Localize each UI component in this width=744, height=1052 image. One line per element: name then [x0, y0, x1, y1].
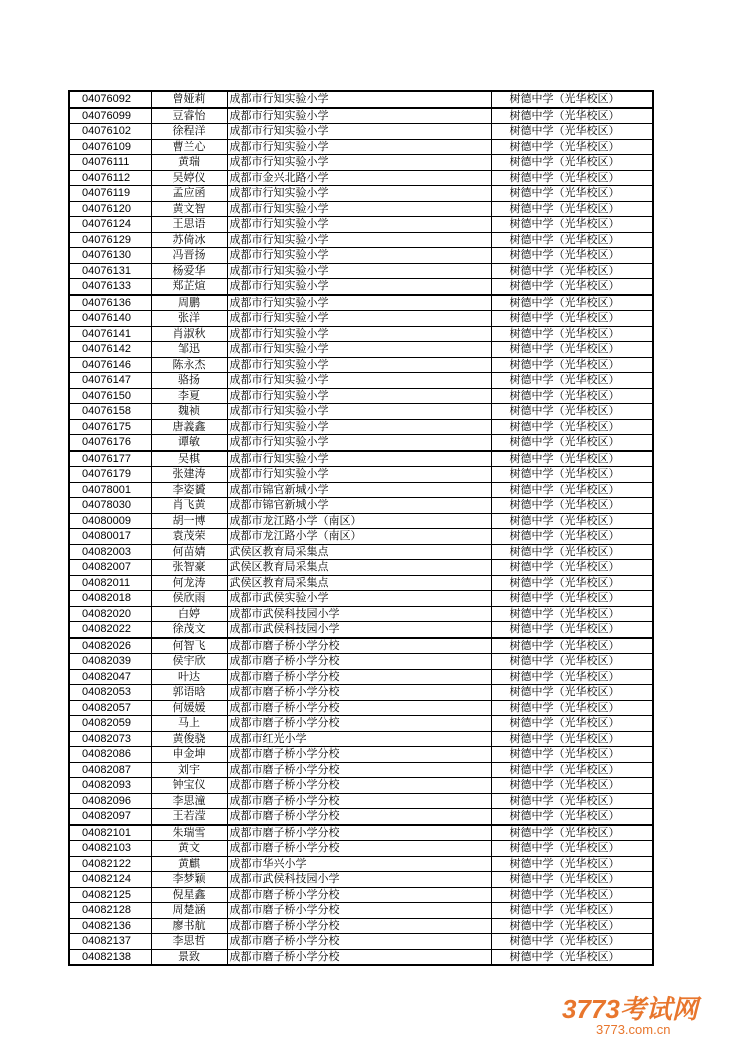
student-name-cell: 杨爱华 — [151, 263, 227, 279]
primary-school-cell: 成都市磨子桥小学分校 — [227, 793, 491, 809]
primary-school-cell: 成都市行知实验小学 — [227, 435, 491, 451]
student-name-cell: 曹兰心 — [151, 139, 227, 155]
table-row — [69, 606, 653, 622]
admitted-school-cell: 树德中学（光华校区） — [491, 918, 653, 934]
table-row — [69, 918, 653, 934]
admitted-school-cell: 树德中学（光华校区） — [491, 482, 653, 498]
candidate-id-cell: 04076179 — [69, 467, 151, 483]
student-name-cell: 黄瑞 — [151, 155, 227, 171]
table-row — [69, 155, 653, 171]
admitted-school-cell: 树德中学（光华校区） — [491, 544, 653, 560]
table-row — [69, 560, 653, 576]
student-name-cell: 钟宝仪 — [151, 778, 227, 794]
table-row — [69, 825, 653, 841]
admitted-school-cell: 树德中学（光华校区） — [491, 685, 653, 701]
admitted-school-cell: 树德中学（光华校区） — [491, 856, 653, 872]
table-row — [69, 419, 653, 435]
primary-school-cell: 成都市磨子桥小学分校 — [227, 638, 491, 654]
primary-school-cell: 成都市行知实验小学 — [227, 451, 491, 467]
student-name-cell: 倪星鑫 — [151, 887, 227, 903]
table-row — [69, 903, 653, 919]
primary-school-cell: 成都市行知实验小学 — [227, 419, 491, 435]
student-name-cell: 王思语 — [151, 217, 227, 233]
candidate-id-cell: 04082047 — [69, 669, 151, 685]
admitted-school-cell: 树德中学（光华校区） — [491, 793, 653, 809]
admitted-school-cell: 树德中学（光华校区） — [491, 529, 653, 545]
student-name-cell: 徐程洋 — [151, 124, 227, 140]
admitted-school-cell: 树德中学（光华校区） — [491, 91, 653, 108]
candidate-id-cell: 04076133 — [69, 279, 151, 295]
student-name-cell: 黄俊骁 — [151, 731, 227, 747]
table-row — [69, 731, 653, 747]
table-row — [69, 388, 653, 404]
primary-school-cell: 成都市行知实验小学 — [227, 263, 491, 279]
candidate-id-cell: 04076147 — [69, 373, 151, 389]
table-row — [69, 248, 653, 264]
primary-school-cell: 成都市金兴北路小学 — [227, 170, 491, 186]
admitted-school-cell: 树德中学（光华校区） — [491, 934, 653, 950]
candidate-id-cell: 04082128 — [69, 903, 151, 919]
primary-school-cell: 成都市磨子桥小学分校 — [227, 825, 491, 841]
admitted-school-cell: 树德中学（光华校区） — [491, 311, 653, 327]
table-row — [69, 841, 653, 857]
table-row — [69, 326, 653, 342]
table-row — [69, 91, 653, 108]
candidate-id-cell: 04076124 — [69, 217, 151, 233]
student-name-cell: 黄文 — [151, 841, 227, 857]
primary-school-cell: 成都市行知实验小学 — [227, 404, 491, 420]
table-row — [69, 435, 653, 451]
admitted-school-cell: 树德中学（光华校区） — [491, 669, 653, 685]
student-name-cell: 申金坤 — [151, 747, 227, 763]
candidate-id-cell: 04076120 — [69, 201, 151, 217]
admitted-school-cell: 树德中学（光华校区） — [491, 575, 653, 591]
student-name-cell: 侯宇欣 — [151, 654, 227, 670]
student-name-cell: 何龙涛 — [151, 575, 227, 591]
candidate-id-cell: 04082124 — [69, 872, 151, 888]
candidate-id-cell: 04082137 — [69, 934, 151, 950]
admitted-school-cell: 树德中学（光华校区） — [491, 591, 653, 607]
student-name-cell: 李思潼 — [151, 793, 227, 809]
primary-school-cell: 成都市红光小学 — [227, 731, 491, 747]
admitted-school-cell: 树德中学（光华校区） — [491, 373, 653, 389]
candidate-id-cell: 04076141 — [69, 326, 151, 342]
candidate-id-cell: 04076109 — [69, 139, 151, 155]
admitted-school-cell: 树德中学（光华校区） — [491, 622, 653, 638]
primary-school-cell: 成都市行知实验小学 — [227, 373, 491, 389]
primary-school-cell: 成都市磨子桥小学分校 — [227, 934, 491, 950]
primary-school-cell: 成都市行知实验小学 — [227, 91, 491, 108]
table-row — [69, 716, 653, 732]
student-name-cell: 吴婷仪 — [151, 170, 227, 186]
candidate-id-cell: 04082125 — [69, 887, 151, 903]
admitted-school-cell: 树德中学（光华校区） — [491, 155, 653, 171]
student-name-cell: 徐茂文 — [151, 622, 227, 638]
primary-school-cell: 成都市磨子桥小学分校 — [227, 918, 491, 934]
primary-school-cell: 成都市锦官新城小学 — [227, 498, 491, 514]
student-name-cell: 肖飞黄 — [151, 498, 227, 514]
student-name-cell: 李夏 — [151, 388, 227, 404]
admitted-school-cell: 树德中学（光华校区） — [491, 949, 653, 965]
primary-school-cell: 成都市磨子桥小学分校 — [227, 669, 491, 685]
candidate-id-cell: 04076112 — [69, 170, 151, 186]
admitted-school-cell: 树德中学（光华校区） — [491, 700, 653, 716]
primary-school-cell: 成都市磨子桥小学分校 — [227, 762, 491, 778]
candidate-id-cell: 04076176 — [69, 435, 151, 451]
candidate-id-cell: 04082018 — [69, 591, 151, 607]
student-name-cell: 邹迅 — [151, 342, 227, 358]
student-name-cell: 李姿贇 — [151, 482, 227, 498]
watermark-logo — [556, 990, 726, 1040]
candidate-id-cell: 04076177 — [69, 451, 151, 467]
student-name-cell: 陈永杰 — [151, 357, 227, 373]
table-row — [69, 622, 653, 638]
student-name-cell: 侯欣雨 — [151, 591, 227, 607]
admitted-school-cell: 树德中学（光华校区） — [491, 606, 653, 622]
primary-school-cell: 成都市龙江路小学（南区） — [227, 529, 491, 545]
primary-school-cell: 成都市武侯实验小学 — [227, 591, 491, 607]
primary-school-cell: 成都市磨子桥小学分校 — [227, 685, 491, 701]
table-row — [69, 124, 653, 140]
admitted-school-cell: 树德中学（光华校区） — [491, 108, 653, 124]
candidate-id-cell: 04082101 — [69, 825, 151, 841]
student-name-cell: 马上 — [151, 716, 227, 732]
admission-list-table — [68, 90, 654, 966]
candidate-id-cell: 04082007 — [69, 560, 151, 576]
student-name-cell: 廖书航 — [151, 918, 227, 934]
table-row — [69, 575, 653, 591]
candidate-id-cell: 04076146 — [69, 357, 151, 373]
watermark-url: 3773.com.cn — [596, 1022, 671, 1037]
table-row — [69, 778, 653, 794]
candidate-id-cell: 04076102 — [69, 124, 151, 140]
admitted-school-cell: 树德中学（光华校区） — [491, 186, 653, 202]
student-name-cell: 孟应函 — [151, 186, 227, 202]
primary-school-cell: 成都市行知实验小学 — [227, 124, 491, 140]
primary-school-cell: 成都市磨子桥小学分校 — [227, 716, 491, 732]
admitted-school-cell: 树德中学（光华校区） — [491, 326, 653, 342]
student-name-cell: 周鹏 — [151, 295, 227, 311]
candidate-id-cell: 04076142 — [69, 342, 151, 358]
candidate-id-cell: 04076150 — [69, 388, 151, 404]
candidate-id-cell: 04082097 — [69, 809, 151, 825]
candidate-id-cell: 04082138 — [69, 949, 151, 965]
student-name-cell: 王若滢 — [151, 809, 227, 825]
student-name-cell: 谭敏 — [151, 435, 227, 451]
candidate-id-cell: 04082087 — [69, 762, 151, 778]
primary-school-cell: 成都市磨子桥小学分校 — [227, 841, 491, 857]
student-name-cell: 胡一博 — [151, 513, 227, 529]
table-row — [69, 887, 653, 903]
student-name-cell: 冯晋扬 — [151, 248, 227, 264]
primary-school-cell: 成都市行知实验小学 — [227, 311, 491, 327]
admitted-school-cell: 树德中学（光华校区） — [491, 357, 653, 373]
candidate-id-cell: 04080017 — [69, 529, 151, 545]
table-row — [69, 108, 653, 124]
candidate-id-cell: 04082086 — [69, 747, 151, 763]
primary-school-cell: 成都市行知实验小学 — [227, 388, 491, 404]
primary-school-cell: 武侯区教育局采集点 — [227, 560, 491, 576]
admitted-school-cell: 树德中学（光华校区） — [491, 388, 653, 404]
student-name-cell: 刘宇 — [151, 762, 227, 778]
table-row — [69, 856, 653, 872]
candidate-id-cell: 04076111 — [69, 155, 151, 171]
primary-school-cell: 成都市磨子桥小学分校 — [227, 809, 491, 825]
table-row — [69, 482, 653, 498]
table-body — [69, 91, 653, 965]
primary-school-cell: 成都市武侯科技园小学 — [227, 872, 491, 888]
student-name-cell: 叶达 — [151, 669, 227, 685]
table-row — [69, 404, 653, 420]
primary-school-cell: 成都市锦官新城小学 — [227, 482, 491, 498]
primary-school-cell: 成都市行知实验小学 — [227, 326, 491, 342]
admitted-school-cell: 树德中学（光华校区） — [491, 654, 653, 670]
admitted-school-cell: 树德中学（光华校区） — [491, 560, 653, 576]
table-row — [69, 809, 653, 825]
student-name-cell: 豆睿怡 — [151, 108, 227, 124]
primary-school-cell: 成都市磨子桥小学分校 — [227, 887, 491, 903]
table-row — [69, 762, 653, 778]
table-row — [69, 934, 653, 950]
candidate-id-cell: 04076131 — [69, 263, 151, 279]
candidate-id-cell: 04082039 — [69, 654, 151, 670]
table-row — [69, 700, 653, 716]
student-name-cell: 黄麒 — [151, 856, 227, 872]
table-row — [69, 685, 653, 701]
primary-school-cell: 成都市行知实验小学 — [227, 108, 491, 124]
student-name-cell: 吴棋 — [151, 451, 227, 467]
student-name-cell: 袁茂荣 — [151, 529, 227, 545]
candidate-id-cell: 04080009 — [69, 513, 151, 529]
primary-school-cell: 成都市行知实验小学 — [227, 295, 491, 311]
primary-school-cell: 武侯区教育局采集点 — [227, 544, 491, 560]
candidate-id-cell: 04082011 — [69, 575, 151, 591]
student-name-cell: 唐義鑫 — [151, 419, 227, 435]
admitted-school-cell: 树德中学（光华校区） — [491, 778, 653, 794]
admitted-school-cell: 树德中学（光华校区） — [491, 716, 653, 732]
student-name-cell: 何媛媛 — [151, 700, 227, 716]
student-name-cell: 魏祯 — [151, 404, 227, 420]
candidate-id-cell: 04082022 — [69, 622, 151, 638]
admitted-school-cell: 树德中学（光华校区） — [491, 404, 653, 420]
admitted-school-cell: 树德中学（光华校区） — [491, 467, 653, 483]
table-row — [69, 263, 653, 279]
table-row — [69, 295, 653, 311]
primary-school-cell: 成都市磨子桥小学分校 — [227, 654, 491, 670]
candidate-id-cell: 04076129 — [69, 232, 151, 248]
candidate-id-cell: 04076175 — [69, 419, 151, 435]
table-row — [69, 529, 653, 545]
student-name-cell: 何苗婧 — [151, 544, 227, 560]
table-row — [69, 342, 653, 358]
primary-school-cell: 成都市龙江路小学（南区） — [227, 513, 491, 529]
student-name-cell: 周楚涵 — [151, 903, 227, 919]
table-row — [69, 232, 653, 248]
candidate-id-cell: 04082059 — [69, 716, 151, 732]
primary-school-cell: 成都市武侯科技园小学 — [227, 622, 491, 638]
candidate-id-cell: 04082053 — [69, 685, 151, 701]
candidate-id-cell: 04082073 — [69, 731, 151, 747]
table-row — [69, 311, 653, 327]
primary-school-cell: 成都市磨子桥小学分校 — [227, 747, 491, 763]
candidate-id-cell: 04082003 — [69, 544, 151, 560]
student-name-cell: 张洋 — [151, 311, 227, 327]
student-name-cell: 张建涛 — [151, 467, 227, 483]
student-name-cell: 白婷 — [151, 606, 227, 622]
table-row — [69, 638, 653, 654]
table-row — [69, 170, 653, 186]
admitted-school-cell: 树德中学（光华校区） — [491, 263, 653, 279]
primary-school-cell: 成都市武侯科技园小学 — [227, 606, 491, 622]
table-row — [69, 793, 653, 809]
candidate-id-cell: 04078030 — [69, 498, 151, 514]
primary-school-cell: 成都市磨子桥小学分校 — [227, 700, 491, 716]
candidate-id-cell: 04082103 — [69, 841, 151, 857]
admitted-school-cell: 树德中学（光华校区） — [491, 747, 653, 763]
candidate-id-cell: 04082096 — [69, 793, 151, 809]
table-row — [69, 949, 653, 965]
primary-school-cell: 成都市行知实验小学 — [227, 342, 491, 358]
student-name-cell: 何智飞 — [151, 638, 227, 654]
admitted-school-cell: 树德中学（光华校区） — [491, 731, 653, 747]
admitted-school-cell: 树德中学（光华校区） — [491, 872, 653, 888]
student-name-cell: 苏倚冰 — [151, 232, 227, 248]
primary-school-cell: 成都市行知实验小学 — [227, 232, 491, 248]
table-row — [69, 513, 653, 529]
table-row — [69, 654, 653, 670]
candidate-id-cell: 04082020 — [69, 606, 151, 622]
student-name-cell: 骆扬 — [151, 373, 227, 389]
primary-school-cell: 成都市行知实验小学 — [227, 201, 491, 217]
primary-school-cell: 成都市磨子桥小学分校 — [227, 778, 491, 794]
admitted-school-cell: 树德中学（光华校区） — [491, 124, 653, 140]
candidate-id-cell: 04076130 — [69, 248, 151, 264]
student-name-cell: 黄文智 — [151, 201, 227, 217]
table-row — [69, 373, 653, 389]
table-row — [69, 872, 653, 888]
primary-school-cell: 成都市磨子桥小学分校 — [227, 903, 491, 919]
admitted-school-cell: 树德中学（光华校区） — [491, 435, 653, 451]
primary-school-cell: 成都市磨子桥小学分校 — [227, 949, 491, 965]
candidate-id-cell: 04076136 — [69, 295, 151, 311]
table-row — [69, 498, 653, 514]
table-row — [69, 201, 653, 217]
table-row — [69, 186, 653, 202]
student-name-cell: 李梦颖 — [151, 872, 227, 888]
table-row — [69, 669, 653, 685]
student-name-cell: 朱瑞雪 — [151, 825, 227, 841]
primary-school-cell: 成都市行知实验小学 — [227, 279, 491, 295]
student-name-cell: 曾娅莉 — [151, 91, 227, 108]
admitted-school-cell: 树德中学（光华校区） — [491, 809, 653, 825]
admitted-school-cell: 树德中学（光华校区） — [491, 513, 653, 529]
admitted-school-cell: 树德中学（光华校区） — [491, 762, 653, 778]
admitted-school-cell: 树德中学（光华校区） — [491, 217, 653, 233]
student-name-cell: 李思哲 — [151, 934, 227, 950]
admitted-school-cell: 树德中学（光华校区） — [491, 451, 653, 467]
admitted-school-cell: 树德中学（光华校区） — [491, 841, 653, 857]
candidate-id-cell: 04082093 — [69, 778, 151, 794]
primary-school-cell: 武侯区教育局采集点 — [227, 575, 491, 591]
admitted-school-cell: 树德中学（光华校区） — [491, 248, 653, 264]
student-name-cell: 景致 — [151, 949, 227, 965]
candidate-id-cell: 04076099 — [69, 108, 151, 124]
table-row — [69, 451, 653, 467]
admitted-school-cell: 树德中学（光华校区） — [491, 887, 653, 903]
table-row — [69, 217, 653, 233]
table-row — [69, 357, 653, 373]
primary-school-cell: 成都市行知实验小学 — [227, 155, 491, 171]
candidate-id-cell: 04082026 — [69, 638, 151, 654]
admitted-school-cell: 树德中学（光华校区） — [491, 498, 653, 514]
primary-school-cell: 成都市行知实验小学 — [227, 217, 491, 233]
admitted-school-cell: 树德中学（光华校区） — [491, 903, 653, 919]
candidate-id-cell: 04076119 — [69, 186, 151, 202]
student-name-cell: 张智豪 — [151, 560, 227, 576]
candidate-id-cell: 04076092 — [69, 91, 151, 108]
table-row — [69, 747, 653, 763]
admitted-school-cell: 树德中学（光华校区） — [491, 232, 653, 248]
admitted-school-cell: 树德中学（光华校区） — [491, 342, 653, 358]
admitted-school-cell: 树德中学（光华校区） — [491, 295, 653, 311]
admitted-school-cell: 树德中学（光华校区） — [491, 419, 653, 435]
candidate-id-cell: 04076158 — [69, 404, 151, 420]
candidate-id-cell: 04082057 — [69, 700, 151, 716]
table-row — [69, 467, 653, 483]
primary-school-cell: 成都市行知实验小学 — [227, 186, 491, 202]
candidate-id-cell: 04078001 — [69, 482, 151, 498]
candidate-id-cell: 04082136 — [69, 918, 151, 934]
primary-school-cell: 成都市行知实验小学 — [227, 139, 491, 155]
admitted-school-cell: 树德中学（光华校区） — [491, 201, 653, 217]
primary-school-cell: 成都市行知实验小学 — [227, 248, 491, 264]
student-name-cell: 肖淑秋 — [151, 326, 227, 342]
student-name-cell: 郑芷煊 — [151, 279, 227, 295]
table-row — [69, 591, 653, 607]
table-row — [69, 544, 653, 560]
primary-school-cell: 成都市行知实验小学 — [227, 467, 491, 483]
admitted-school-cell: 树德中学（光华校区） — [491, 170, 653, 186]
admitted-school-cell: 树德中学（光华校区） — [491, 825, 653, 841]
primary-school-cell: 成都市行知实验小学 — [227, 357, 491, 373]
admitted-school-cell: 树德中学（光华校区） — [491, 279, 653, 295]
brand-logo-icon — [556, 990, 726, 1040]
table-row — [69, 139, 653, 155]
candidate-id-cell: 04082122 — [69, 856, 151, 872]
student-name-cell: 郭语晗 — [151, 685, 227, 701]
admitted-school-cell: 树德中学（光华校区） — [491, 139, 653, 155]
admitted-school-cell: 树德中学（光华校区） — [491, 638, 653, 654]
candidate-id-cell: 04076140 — [69, 311, 151, 327]
watermark-brand: 3773考试网 — [562, 994, 698, 1024]
primary-school-cell: 成都市华兴小学 — [227, 856, 491, 872]
table-row — [69, 279, 653, 295]
